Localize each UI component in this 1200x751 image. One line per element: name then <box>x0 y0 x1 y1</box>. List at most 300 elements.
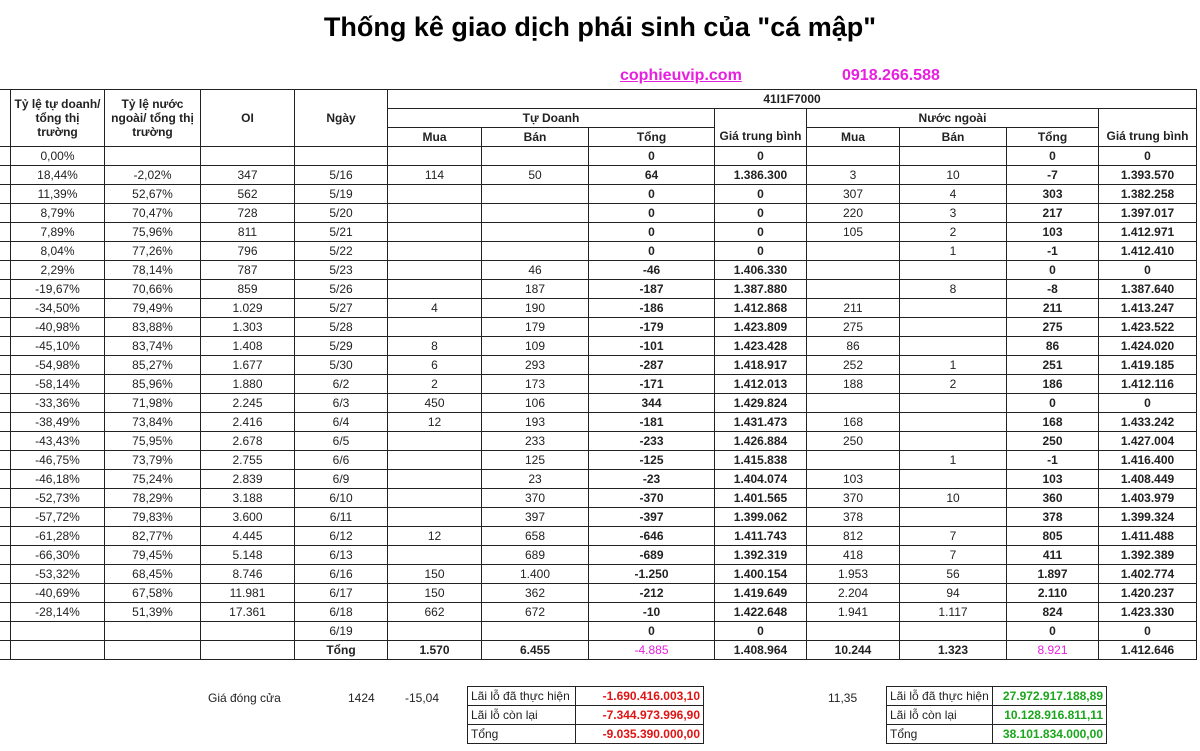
total-row <box>0 641 1197 660</box>
cell-td-ban: 109 <box>482 337 589 356</box>
table-row <box>0 261 1197 280</box>
cell-td-ratio: 11,39% <box>11 185 105 204</box>
cell-nn-ban: 4 <box>900 185 1007 204</box>
edge-cell <box>0 584 11 603</box>
close-price-value: 1424 <box>348 691 375 705</box>
cell-td-ban <box>482 147 589 166</box>
cell-nn-mua <box>807 394 900 413</box>
cell-nn-gia: 1.427.004 <box>1099 432 1197 451</box>
close-price-label: Giá đóng cửa <box>208 691 281 705</box>
cell-td-ratio: -43,43% <box>11 432 105 451</box>
cell-td-ban: 190 <box>482 299 589 318</box>
cell-td-ban: 1.400 <box>482 565 589 584</box>
table-row <box>0 413 1197 432</box>
col-header-td-tong: Tổng <box>589 128 715 147</box>
cell-oi: 2.245 <box>201 394 295 413</box>
cell-nn-gia: 1.423.522 <box>1099 318 1197 337</box>
cell-td-ban: 397 <box>482 508 589 527</box>
nn-diff: 11,35 <box>828 691 858 705</box>
cell-td-mua <box>388 470 482 489</box>
group-header-nuoc-ngoai: Nước ngoài <box>807 109 1099 128</box>
cell-oi: 2.678 <box>201 432 295 451</box>
cell-nn-ban: 10 <box>900 489 1007 508</box>
edge-cell <box>0 185 11 204</box>
cell-nn-tong: 0 <box>1007 622 1099 641</box>
cell-td-gia: 1.426.884 <box>715 432 807 451</box>
cell-nn-tong: 103 <box>1007 223 1099 242</box>
cell-td-mua: 2 <box>388 375 482 394</box>
cell-td-mua <box>388 546 482 565</box>
cell-date: 6/10 <box>295 489 388 508</box>
edge-cell <box>0 565 11 584</box>
cell-td-mua <box>388 432 482 451</box>
cell-td-ratio: 8,04% <box>11 242 105 261</box>
cell-oi: 2.839 <box>201 470 295 489</box>
cell-nn-mua: 1.941 <box>807 603 900 622</box>
cell-date: 6/17 <box>295 584 388 603</box>
cell-td-gia: 1.400.154 <box>715 565 807 584</box>
total-nn-gia: 1.412.646 <box>1099 641 1197 660</box>
cell-nn-gia: 0 <box>1099 622 1197 641</box>
cell-oi: 2.416 <box>201 413 295 432</box>
cell-nn-mua: 188 <box>807 375 900 394</box>
cell-nn-mua: 211 <box>807 299 900 318</box>
nn-realized-value: 27.972.917.188,89 <box>993 687 1107 706</box>
cell-td-tong: -125 <box>589 451 715 470</box>
cell-nn-ratio <box>105 622 201 641</box>
cell-nn-ban <box>900 622 1007 641</box>
cell-nn-mua <box>807 242 900 261</box>
td-remaining-row <box>468 706 704 725</box>
cell-nn-mua: 3 <box>807 166 900 185</box>
edge-cell <box>0 603 11 622</box>
cell-nn-tong: 275 <box>1007 318 1099 337</box>
cell-nn-mua: 105 <box>807 223 900 242</box>
cell-td-mua: 4 <box>388 299 482 318</box>
cell-oi: 728 <box>201 204 295 223</box>
empty-cell <box>11 641 105 660</box>
cell-nn-gia: 1.412.116 <box>1099 375 1197 394</box>
td-total-row <box>468 725 704 744</box>
cell-nn-tong: -1 <box>1007 242 1099 261</box>
cell-td-tong: -101 <box>589 337 715 356</box>
header-row-1 <box>0 90 1197 109</box>
edge-cell <box>0 147 11 166</box>
cell-oi: 1.677 <box>201 356 295 375</box>
cell-nn-gia: 1.402.774 <box>1099 565 1197 584</box>
edge-cell <box>0 622 11 641</box>
cell-td-mua: 12 <box>388 413 482 432</box>
cell-td-tong: -171 <box>589 375 715 394</box>
cell-td-ratio: -53,32% <box>11 565 105 584</box>
cell-td-ratio: -28,14% <box>11 603 105 622</box>
cell-nn-gia: 1.408.449 <box>1099 470 1197 489</box>
cell-nn-gia: 0 <box>1099 394 1197 413</box>
cell-nn-mua: 220 <box>807 204 900 223</box>
table-row <box>0 451 1197 470</box>
cell-td-ratio: 7,89% <box>11 223 105 242</box>
edge-cell <box>0 242 11 261</box>
cell-nn-ban: 1 <box>900 451 1007 470</box>
cell-td-tong: 0 <box>589 204 715 223</box>
cell-nn-tong: 250 <box>1007 432 1099 451</box>
cell-nn-tong: 168 <box>1007 413 1099 432</box>
table-row <box>0 584 1197 603</box>
cell-nn-tong: 0 <box>1007 394 1099 413</box>
cell-nn-ratio: 77,26% <box>105 242 201 261</box>
edge-cell <box>0 394 11 413</box>
cell-nn-ratio: 71,98% <box>105 394 201 413</box>
cell-nn-ban: 2 <box>900 223 1007 242</box>
cell-nn-gia: 1.411.488 <box>1099 527 1197 546</box>
cell-nn-mua: 307 <box>807 185 900 204</box>
cell-td-mua: 450 <box>388 394 482 413</box>
cell-nn-ratio: 70,66% <box>105 280 201 299</box>
cell-nn-ban <box>900 432 1007 451</box>
cell-td-tong: -46 <box>589 261 715 280</box>
cell-td-ratio: -33,36% <box>11 394 105 413</box>
cell-nn-ratio: 75,96% <box>105 223 201 242</box>
cell-nn-ban <box>900 394 1007 413</box>
cell-nn-mua: 418 <box>807 546 900 565</box>
cell-td-ban: 46 <box>482 261 589 280</box>
total-nn-tong: 8.921 <box>1007 641 1099 660</box>
table-row <box>0 318 1197 337</box>
nn-total-value: 38.101.834.000,00 <box>993 725 1107 744</box>
edge-cell <box>0 451 11 470</box>
cell-td-gia: 0 <box>715 204 807 223</box>
cell-date: 5/30 <box>295 356 388 375</box>
cell-td-tong: 64 <box>589 166 715 185</box>
cell-date: 5/20 <box>295 204 388 223</box>
cell-date: 5/29 <box>295 337 388 356</box>
cell-td-mua <box>388 242 482 261</box>
cell-date: 6/5 <box>295 432 388 451</box>
cell-td-tong: -689 <box>589 546 715 565</box>
cell-nn-tong: 2.110 <box>1007 584 1099 603</box>
cell-td-ratio: -54,98% <box>11 356 105 375</box>
cell-oi: 1.303 <box>201 318 295 337</box>
cell-td-ban: 125 <box>482 451 589 470</box>
total-nn-ban: 1.323 <box>900 641 1007 660</box>
cell-nn-tong: 186 <box>1007 375 1099 394</box>
edge-cell <box>0 337 11 356</box>
col-header-nn-gia: Giá trung bình <box>1099 128 1197 147</box>
cell-td-mua <box>388 451 482 470</box>
cell-oi: 3.600 <box>201 508 295 527</box>
cell-td-gia: 1.423.428 <box>715 337 807 356</box>
cell-nn-ratio: 78,29% <box>105 489 201 508</box>
cell-nn-ban <box>900 413 1007 432</box>
cell-date: 5/22 <box>295 242 388 261</box>
cell-nn-gia: 1.399.324 <box>1099 508 1197 527</box>
cell-td-ban: 370 <box>482 489 589 508</box>
cell-td-tong: 0 <box>589 185 715 204</box>
cell-nn-ban: 1.117 <box>900 603 1007 622</box>
cell-td-ratio: -52,73% <box>11 489 105 508</box>
cell-nn-mua <box>807 451 900 470</box>
cell-nn-ban: 1 <box>900 242 1007 261</box>
contract-code: 41I1F7000 <box>388 90 1197 109</box>
cell-td-tong: 0 <box>589 622 715 641</box>
cell-date: 6/11 <box>295 508 388 527</box>
derivatives-table <box>0 89 1197 660</box>
cell-nn-mua: 275 <box>807 318 900 337</box>
cell-oi: 787 <box>201 261 295 280</box>
cell-td-tong: -10 <box>589 603 715 622</box>
cell-date: 6/2 <box>295 375 388 394</box>
cell-nn-tong: 0 <box>1007 261 1099 280</box>
cell-td-gia: 1.419.649 <box>715 584 807 603</box>
cell-nn-ratio: 73,79% <box>105 451 201 470</box>
cell-date: 5/26 <box>295 280 388 299</box>
cell-date: 6/9 <box>295 470 388 489</box>
cell-td-mua: 12 <box>388 527 482 546</box>
cell-nn-mua <box>807 261 900 280</box>
cell-nn-tong: 411 <box>1007 546 1099 565</box>
table-row <box>0 337 1197 356</box>
cell-nn-tong: 360 <box>1007 489 1099 508</box>
td-realized-row <box>468 687 704 706</box>
cell-oi: 1.029 <box>201 299 295 318</box>
table-row <box>0 622 1197 641</box>
cell-nn-mua <box>807 280 900 299</box>
cell-nn-ban: 7 <box>900 546 1007 565</box>
cell-td-tong: -287 <box>589 356 715 375</box>
cell-td-gia: 1.406.330 <box>715 261 807 280</box>
nn-remaining-label: Lãi lỗ còn lại <box>887 706 993 725</box>
col-header-nn-tong: Tổng <box>1007 128 1099 147</box>
cell-td-ban: 233 <box>482 432 589 451</box>
cell-td-ban: 689 <box>482 546 589 565</box>
cell-td-tong: 344 <box>589 394 715 413</box>
cell-td-tong: -212 <box>589 584 715 603</box>
cell-td-tong: -186 <box>589 299 715 318</box>
cell-oi: 4.445 <box>201 527 295 546</box>
total-td-ban: 6.455 <box>482 641 589 660</box>
cell-td-gia: 1.411.743 <box>715 527 807 546</box>
cell-nn-mua <box>807 147 900 166</box>
cell-nn-tong: 805 <box>1007 527 1099 546</box>
cell-td-ratio: -57,72% <box>11 508 105 527</box>
cell-td-mua <box>388 318 482 337</box>
phone-number: 0918.266.588 <box>842 67 940 84</box>
cell-nn-tong: 0 <box>1007 147 1099 166</box>
cell-date <box>295 147 388 166</box>
cell-td-mua <box>388 489 482 508</box>
cell-nn-gia: 1.397.017 <box>1099 204 1197 223</box>
cell-nn-gia: 1.423.330 <box>1099 603 1197 622</box>
cell-nn-mua: 252 <box>807 356 900 375</box>
cell-td-ban: 672 <box>482 603 589 622</box>
cell-td-tong: -187 <box>589 280 715 299</box>
cell-td-ratio: -45,10% <box>11 337 105 356</box>
cell-nn-mua <box>807 622 900 641</box>
cell-nn-gia: 0 <box>1099 261 1197 280</box>
td-realized-value: -1.690.416.003,10 <box>576 687 704 706</box>
cell-oi: 811 <box>201 223 295 242</box>
cell-nn-ban: 2 <box>900 375 1007 394</box>
cell-td-mua <box>388 223 482 242</box>
table-row <box>0 489 1197 508</box>
cell-td-tong: 0 <box>589 242 715 261</box>
cell-td-mua: 6 <box>388 356 482 375</box>
cell-date: 5/27 <box>295 299 388 318</box>
cell-nn-tong: -8 <box>1007 280 1099 299</box>
cell-td-ban: 187 <box>482 280 589 299</box>
cell-td-ban: 106 <box>482 394 589 413</box>
cell-td-ratio: -38,49% <box>11 413 105 432</box>
total-td-tong: -4.885 <box>589 641 715 660</box>
cell-td-ban: 179 <box>482 318 589 337</box>
cell-td-ban: 362 <box>482 584 589 603</box>
edge-cell <box>0 204 11 223</box>
cell-td-gia: 1.386.300 <box>715 166 807 185</box>
cell-td-gia: 0 <box>715 622 807 641</box>
cell-nn-mua: 86 <box>807 337 900 356</box>
col-header-nn-ban: Bán <box>900 128 1007 147</box>
cell-nn-gia: 1.413.247 <box>1099 299 1197 318</box>
cell-oi: 11.981 <box>201 584 295 603</box>
cell-oi: 1.408 <box>201 337 295 356</box>
cell-oi: 796 <box>201 242 295 261</box>
cell-nn-tong: 211 <box>1007 299 1099 318</box>
nn-realized-row <box>887 687 1107 706</box>
blank-header <box>715 109 807 128</box>
cell-nn-tong: 378 <box>1007 508 1099 527</box>
cell-nn-ban: 7 <box>900 527 1007 546</box>
cell-nn-ban <box>900 337 1007 356</box>
cell-nn-tong: 217 <box>1007 204 1099 223</box>
edge-cell <box>0 489 11 508</box>
edge-cell <box>0 318 11 337</box>
col-header-date: Ngày <box>295 90 388 147</box>
cell-nn-ratio: 79,49% <box>105 299 201 318</box>
table-row <box>0 166 1197 185</box>
group-header-tu-doanh: Tự Doanh <box>388 109 715 128</box>
edge-cell <box>0 299 11 318</box>
cell-nn-ratio: 79,83% <box>105 508 201 527</box>
cell-td-ban: 23 <box>482 470 589 489</box>
cell-nn-tong: -1 <box>1007 451 1099 470</box>
cell-td-mua: 114 <box>388 166 482 185</box>
col-header-nn-mua: Mua <box>807 128 900 147</box>
cell-nn-gia: 1.412.410 <box>1099 242 1197 261</box>
cell-nn-gia: 1.419.185 <box>1099 356 1197 375</box>
cell-td-ratio: 0,00% <box>11 147 105 166</box>
cell-td-tong: -370 <box>589 489 715 508</box>
edge-cell <box>0 508 11 527</box>
table-row <box>0 204 1197 223</box>
table-row <box>0 603 1197 622</box>
nn-total-row <box>887 725 1107 744</box>
website-link[interactable]: cophieuvip.com <box>620 67 742 84</box>
cell-td-ban <box>482 622 589 641</box>
cell-td-mua: 662 <box>388 603 482 622</box>
cell-nn-ban <box>900 147 1007 166</box>
empty-cell <box>105 641 201 660</box>
cell-nn-ratio: -2,02% <box>105 166 201 185</box>
cell-date: 5/28 <box>295 318 388 337</box>
cell-td-mua <box>388 261 482 280</box>
cell-nn-ban: 56 <box>900 565 1007 584</box>
cell-td-ban: 50 <box>482 166 589 185</box>
cell-td-gia: 1.412.013 <box>715 375 807 394</box>
cell-td-ban <box>482 185 589 204</box>
cell-td-tong: -181 <box>589 413 715 432</box>
nn-remaining-row <box>887 706 1107 725</box>
cell-td-ratio: 18,44% <box>11 166 105 185</box>
cell-td-gia: 1.431.473 <box>715 413 807 432</box>
col-header-td-mua: Mua <box>388 128 482 147</box>
cell-nn-gia: 1.424.020 <box>1099 337 1197 356</box>
cell-nn-ratio: 75,24% <box>105 470 201 489</box>
col-header-td-ban: Bán <box>482 128 589 147</box>
cell-td-ban <box>482 223 589 242</box>
cell-nn-gia: 1.433.242 <box>1099 413 1197 432</box>
cell-oi: 2.755 <box>201 451 295 470</box>
cell-td-gia: 0 <box>715 242 807 261</box>
cell-td-ratio: -40,69% <box>11 584 105 603</box>
cell-date: 6/3 <box>295 394 388 413</box>
cell-nn-mua: 378 <box>807 508 900 527</box>
cell-nn-ban: 10 <box>900 166 1007 185</box>
edge-cell <box>0 470 11 489</box>
cell-nn-ban <box>900 261 1007 280</box>
table-row <box>0 299 1197 318</box>
cell-date: 6/6 <box>295 451 388 470</box>
cell-nn-mua: 1.953 <box>807 565 900 584</box>
table-row <box>0 394 1197 413</box>
col-header-td-gia: Giá trung bình <box>715 128 807 147</box>
cell-date: 5/16 <box>295 166 388 185</box>
td-total-value: -9.035.390.000,00 <box>576 725 704 744</box>
cell-td-ratio: 2,29% <box>11 261 105 280</box>
cell-date: 6/19 <box>295 622 388 641</box>
cell-td-gia: 0 <box>715 185 807 204</box>
cell-nn-mua: 168 <box>807 413 900 432</box>
edge-cell <box>0 432 11 451</box>
table-row <box>0 223 1197 242</box>
cell-td-gia: 0 <box>715 147 807 166</box>
cell-td-ban <box>482 242 589 261</box>
cell-nn-ratio: 67,58% <box>105 584 201 603</box>
table-row <box>0 147 1197 166</box>
table-row <box>0 546 1197 565</box>
cell-nn-tong: 303 <box>1007 185 1099 204</box>
cell-oi <box>201 147 295 166</box>
table-row <box>0 432 1197 451</box>
td-remaining-value: -7.344.973.996,90 <box>576 706 704 725</box>
cell-oi: 17.361 <box>201 603 295 622</box>
td-total-label: Tổng <box>468 725 576 744</box>
cell-nn-mua: 2.204 <box>807 584 900 603</box>
table-row <box>0 375 1197 394</box>
cell-nn-gia: 1.393.570 <box>1099 166 1197 185</box>
cell-date: 6/18 <box>295 603 388 622</box>
cell-nn-mua: 812 <box>807 527 900 546</box>
edge-cell <box>0 280 11 299</box>
cell-date: 6/16 <box>295 565 388 584</box>
cell-td-ban: 193 <box>482 413 589 432</box>
cell-nn-tong: -7 <box>1007 166 1099 185</box>
td-realized-label: Lãi lỗ đã thực hiện <box>468 687 576 706</box>
cell-nn-tong: 86 <box>1007 337 1099 356</box>
col-header-td-ratio: Tỷ lệ tự doanh/ tổng thị trường <box>11 90 105 147</box>
cell-td-ratio: 8,79% <box>11 204 105 223</box>
cell-td-ratio: -66,30% <box>11 546 105 565</box>
edge-cell <box>0 166 11 185</box>
